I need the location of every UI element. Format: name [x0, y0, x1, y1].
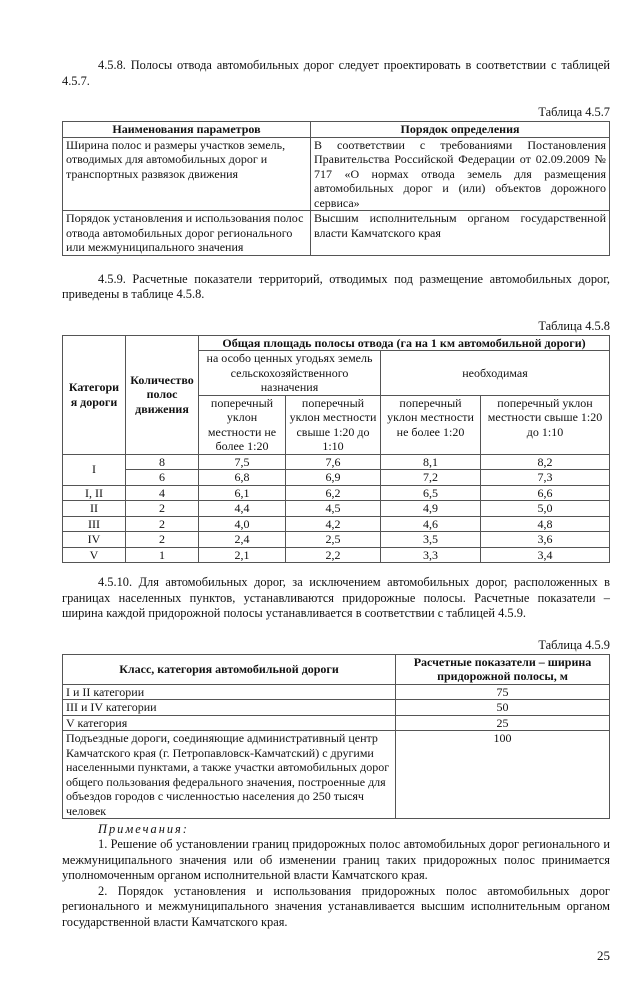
table-cell: 100 [396, 731, 610, 819]
table-row [63, 211, 610, 256]
table-cell: 5,0 [481, 501, 610, 517]
table-cell: 3,4 [481, 547, 610, 563]
table-cell: 3,6 [481, 532, 610, 548]
table-cell: 2 [126, 532, 199, 548]
paragraph-4-5-10 [62, 575, 610, 622]
table-cell: 4 [126, 485, 199, 501]
table-cell: 8 [126, 454, 199, 470]
paragraph-4-5-8 [62, 58, 610, 89]
table-cell: В соответствии с требованиями Постановления Правительства Российской Федерации от 02.09.2009 № 717 «О нормах отвода земель для размещения автомобильных дорог и (или) объектов дорожного сервиса» [311, 137, 610, 211]
table-cell: I, II [63, 485, 126, 501]
table-cell: 2 [126, 501, 199, 517]
paragraph-4-5-9 [62, 272, 610, 303]
table-header: Порядок определения [311, 122, 610, 138]
table-cell: 7,5 [199, 454, 286, 470]
table-cell: Порядок установления и использования полос отвода автомобильных дорог регионального или межмуниципального значения [63, 211, 311, 256]
table-row [63, 700, 610, 716]
table-cell: 3,3 [381, 547, 481, 563]
note-item: 1. Решение об установлении границ придорожных полос автомобильных дорог регионального и межмуниципального значения или об изменении границ таких придорожных полос принимается уполномоченным органом исполнительной власти Камчатского края. [62, 837, 610, 882]
table-row [63, 547, 610, 563]
table-row [63, 470, 610, 486]
table-cell: III и IV категории [63, 700, 396, 716]
table-caption: Таблица 4.5.7 [538, 105, 610, 119]
table-4-5-9 [62, 638, 610, 820]
table-cell: 2,4 [199, 532, 286, 548]
header-slope: поперечный уклон местности свыше 1:20 до 1:10 [286, 395, 381, 454]
table-cell: 4,6 [381, 516, 481, 532]
table-cell: 6,1 [199, 485, 286, 501]
table-cell: Ширина полос и размеры участков земель, отводимых для автомобильных дорог и транспортных развязок движения [63, 137, 311, 211]
table-cell: 4,9 [381, 501, 481, 517]
table-4-5-7 [62, 105, 610, 256]
table-row [63, 684, 610, 700]
table-cell: 7,3 [481, 470, 610, 486]
table-cell: V [63, 547, 126, 563]
table-cell: 4,0 [199, 516, 286, 532]
note-item: 2. Порядок установления и использования придорожных полос автомобильных дорог регионального и межмуниципального значения устанавливается высшим исполнительным органом государственной власти Камчатского края. [62, 883, 610, 929]
paragraph-text: 4.5.10. Для автомобильных дорог, за исключением автомобильных дорог, расположенных в границах населенных пунктов, устанавливаются придорожные полосы. Расчетные показатели – ширина каждой придорожной полосы устанавливается в соответствии с таблицей 4.5.9. [62, 575, 610, 620]
header-category: Категория дороги [63, 335, 126, 454]
header-valuable-lands: на особо ценных угодьях земель сельскохозяйственного назначения [199, 351, 381, 396]
table-row [63, 731, 610, 819]
table-row [63, 516, 610, 532]
table-cell: I [63, 454, 126, 485]
header-required: необходимая [381, 351, 610, 396]
table-cell: I и II категории [63, 684, 396, 700]
header-total-area: Общая площадь полосы отвода (га на 1 км автомобильной дороги) [199, 335, 610, 351]
table-cell: 2,5 [286, 532, 381, 548]
table-cell: 6,2 [286, 485, 381, 501]
table-cell: 4,8 [481, 516, 610, 532]
table-row [63, 532, 610, 548]
table-cell: 2,2 [286, 547, 381, 563]
table-cell: V категория [63, 715, 396, 731]
notes-title: Примечания: [98, 822, 189, 836]
table-cell: II [63, 501, 126, 517]
table-row [63, 501, 610, 517]
table-cell: 75 [396, 684, 610, 700]
table-4-5-8 [62, 319, 610, 564]
table-cell: 8,2 [481, 454, 610, 470]
table-cell: 6,5 [381, 485, 481, 501]
page-number: 25 [597, 948, 610, 963]
table-cell: 25 [396, 715, 610, 731]
header-slope: поперечный уклон местности свыше 1:20 до 1:10 [481, 395, 610, 454]
table-cell: 2 [126, 516, 199, 532]
table-header: Наименования параметров [63, 122, 311, 138]
table-cell: 4,4 [199, 501, 286, 517]
table-cell: Подъездные дороги, соединяющие административный центр Камчатского края (г. Петропавловск-Камчатский) с другими населенными пунктами, а также участки автомобильных дорог общего пользования федерального значения, построенные для объездов городов с численностью населения до 250 тысяч человек [63, 731, 396, 819]
table-row [63, 137, 610, 211]
table-cell: Высшим исполнительным органом государственной власти Камчатского края [311, 211, 610, 256]
table-cell: III [63, 516, 126, 532]
table-cell: 6,9 [286, 470, 381, 486]
table-row [63, 454, 610, 470]
table-caption: Таблица 4.5.9 [538, 637, 610, 652]
table-cell: 1 [126, 547, 199, 563]
table-cell: 50 [396, 700, 610, 716]
table-row [63, 715, 610, 731]
table-cell: 4,2 [286, 516, 381, 532]
header-lanes: Количество полос движения [126, 335, 199, 454]
header-slope: поперечный уклон местности не более 1:20 [199, 395, 286, 454]
notes [62, 822, 610, 930]
table-cell: 6,8 [199, 470, 286, 486]
table-cell: 3,5 [381, 532, 481, 548]
table-cell: 6 [126, 470, 199, 486]
table-caption: Таблица 4.5.8 [538, 318, 610, 333]
table-cell: 2,1 [199, 547, 286, 563]
table-header: Расчетные показатели – ширина придорожной полосы, м [396, 654, 610, 684]
table-cell: 7,2 [381, 470, 481, 486]
table-header: Класс, категория автомобильной дороги [63, 654, 396, 684]
table-cell: IV [63, 532, 126, 548]
paragraph-text: 4.5.8. Полосы отвода автомобильных дорог следует проектировать в соответствии с таблицей 4.5.7. [62, 58, 610, 88]
paragraph-text: 4.5.9. Расчетные показатели территорий, отводимых под размещение автомобильных дорог, приведены в таблице 4.5.8. [62, 271, 610, 301]
table-cell: 8,1 [381, 454, 481, 470]
table-cell: 7,6 [286, 454, 381, 470]
header-slope: поперечный уклон местности не более 1:20 [381, 395, 481, 454]
table-row [63, 485, 610, 501]
table-cell: 6,6 [481, 485, 610, 501]
table-cell: 4,5 [286, 501, 381, 517]
